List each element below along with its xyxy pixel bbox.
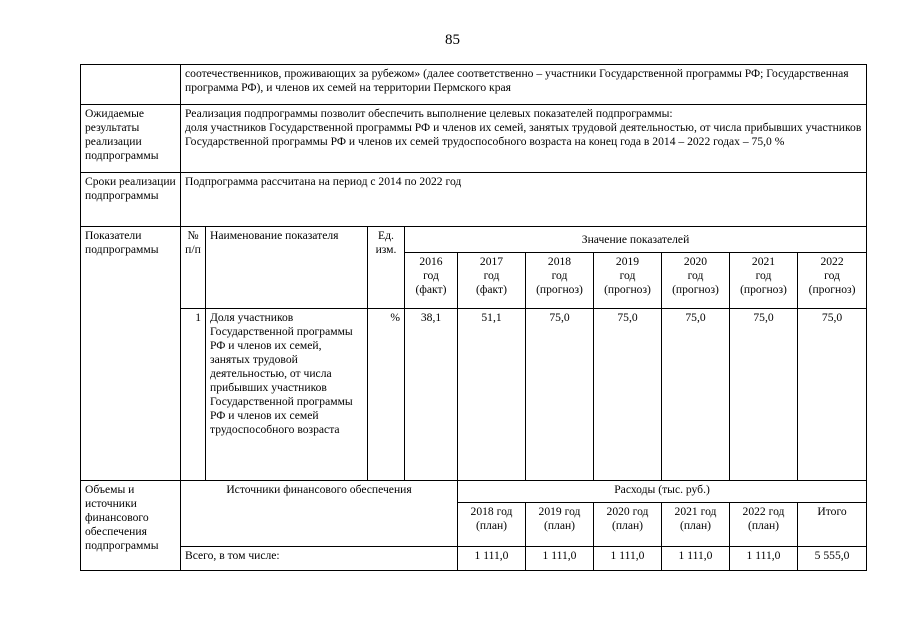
indicators-col-name: Наименование показателя (206, 227, 368, 309)
year-kind: (прогноз) (536, 283, 583, 296)
year-label: 2018 (547, 255, 572, 268)
funding-value-total: 5 555,0 (798, 547, 867, 571)
continuation-row (81, 65, 867, 105)
year-kind: (прогноз) (740, 283, 787, 296)
funding-row (81, 547, 867, 571)
continuation-text: соотечественников, проживающих за рубежом» (далее соответственно – участники Государственной программы РФ; Государственная программа РФ), и членов их семей на территории Пермского края (181, 65, 867, 105)
year-unit: год (619, 269, 636, 282)
indicator-year-2018 (526, 253, 594, 309)
year-label: 2022 (820, 255, 844, 268)
funding-year-2021: 2021 год (план) (662, 503, 730, 547)
indicator-value-2022: 75,0 (798, 309, 867, 481)
funding-value-2022: 1 111,0 (730, 547, 798, 571)
funding-label: Объемы и источники финансового обеспечения подпрограммы (81, 481, 181, 571)
year-unit: год (423, 269, 439, 282)
year-label: 2016 (419, 255, 443, 268)
indicator-value-2016: 38,1 (405, 309, 458, 481)
indicator-year-2021 (730, 253, 798, 309)
year-unit: год (551, 269, 568, 282)
funding-year-2020: 2020 год (план) (594, 503, 662, 547)
indicator-year-2017 (458, 253, 526, 309)
indicator-year-2019 (594, 253, 662, 309)
indicator-value-2021: 75,0 (730, 309, 798, 481)
indicator-name: Доля участников Государственной программы РФ и членов их семей, занятых трудовой деятельностью, от числа прибывших участников Государственной программы РФ и членов их семей трудоспособного возраста (206, 309, 368, 481)
funding-year-2018: 2018 год (план) (458, 503, 526, 547)
year-kind: (прогноз) (604, 283, 651, 296)
year-label: 2021 (751, 255, 776, 268)
page-number: 85 (445, 32, 460, 48)
funding-col-expenses: Расходы (тыс. руб.) (458, 481, 867, 503)
funding-year-2019: 2019 год (план) (526, 503, 594, 547)
year-unit: год (824, 269, 840, 282)
expected-results-text (181, 105, 867, 173)
funding-header-row (81, 481, 867, 503)
indicators-col-unit: Ед. изм. (368, 227, 405, 309)
indicators-header-row (81, 227, 867, 253)
indicator-num: 1 (181, 309, 206, 481)
timeline-row (81, 173, 867, 227)
funding-value-2021: 1 111,0 (662, 547, 730, 571)
funding-value-2019: 1 111,0 (526, 547, 594, 571)
year-unit: год (687, 269, 704, 282)
timeline-text: Подпрограмма рассчитана на период с 2014 по 2022 год (181, 173, 867, 227)
indicator-value-2018: 75,0 (526, 309, 594, 481)
funding-year-2022: 2022 год (план) (730, 503, 798, 547)
funding-value-2018: 1 111,0 (458, 547, 526, 571)
passport-table (80, 64, 867, 571)
indicator-value-2019: 75,0 (594, 309, 662, 481)
continuation-label-cell (81, 65, 181, 105)
funding-row-label: Всего, в том числе: (181, 547, 458, 571)
expected-results-row (81, 105, 867, 173)
indicator-unit: % (368, 309, 405, 481)
indicators-col-num: № п/п (181, 227, 206, 309)
indicators-col-values: Значение показателей (405, 227, 867, 253)
indicator-year-2022 (798, 253, 867, 309)
year-unit: год (483, 269, 500, 282)
expected-results-line-2: доля участников Государственной программы РФ и членов их семей, занятых трудовой деятельностью, от числа прибывших участников Государственной программы РФ и членов их семей трудоспособного возраста на конец года в 2014 – 2022 годах – 75,0 % (185, 121, 862, 148)
indicator-value-2020: 75,0 (662, 309, 730, 481)
indicators-label: Показатели подпрограммы (81, 227, 181, 481)
funding-col-sources: Источники финансового обеспечения (181, 481, 458, 547)
year-unit: год (755, 269, 772, 282)
year-kind: (факт) (415, 283, 447, 296)
year-label: 2020 (683, 255, 708, 268)
indicator-value-2017: 51,1 (458, 309, 526, 481)
year-kind: (факт) (476, 283, 507, 296)
expected-results-label: Ожидаемые результаты реализации подпрограммы (81, 105, 181, 173)
indicator-year-2020 (662, 253, 730, 309)
expected-results-line-1: Реализация подпрограммы позволит обеспечить выполнение целевых показателей подпрограммы: (185, 107, 673, 120)
year-kind: (прогноз) (672, 283, 719, 296)
year-label: 2019 (615, 255, 640, 268)
funding-value-2020: 1 111,0 (594, 547, 662, 571)
year-label: 2017 (479, 255, 504, 268)
indicator-year-2016 (405, 253, 458, 309)
year-kind: (прогноз) (808, 283, 856, 296)
indicator-row (81, 309, 867, 481)
timeline-label: Сроки реализации подпрограммы (81, 173, 181, 227)
funding-total-header: Итого (798, 503, 867, 547)
